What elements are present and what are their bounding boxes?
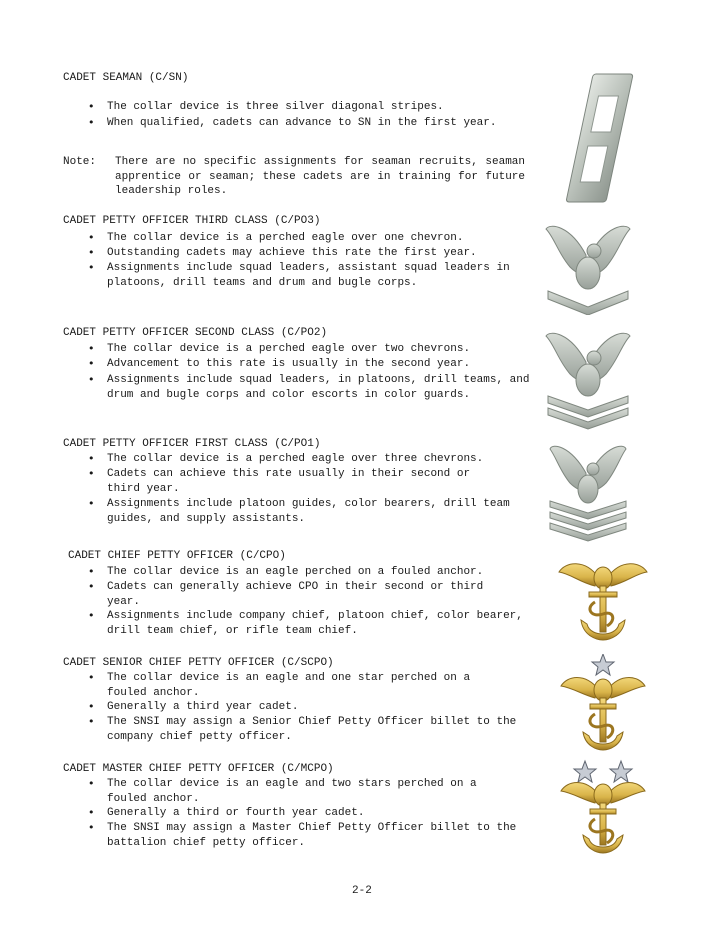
list-item: • Generally a third year cadet. [107,700,527,715]
section-heading: CADET MASTER CHIEF PETTY OFFICER (C/MCPO) [63,763,334,775]
list-item: • The collar device is a perched eagle over one chevron. [107,231,527,246]
section-heading: CADET SEAMAN (C/SN) [63,72,189,84]
list-item: • Cadets can achieve this rate usually in their second or third year. [107,467,507,496]
list-item: • The collar device is an eagle and one star perched on a fouled anchor. [107,671,507,700]
list-item: • The SNSI may assign a Master Chief Petty Officer billet to the battalion chief petty officer. [107,821,532,850]
list-item: • The collar device is an eagle perched on a fouled anchor. [107,565,527,580]
eagle-anchor-one-star-icon [555,654,651,754]
list-item: • Assignments include company chief, platoon chief, color bearer, drill team chief, or rifle team chief. [107,609,527,638]
section-heading: CADET SENIOR CHIEF PETTY OFFICER (C/SCPO) [63,657,334,669]
note-label: Note: [63,156,97,168]
section-heading: CADET PETTY OFFICER THIRD CLASS (C/PO3) [63,215,321,227]
eagle-fouled-anchor-icon [555,548,651,646]
list-item: • Assignments include squad leaders, in platoons, drill teams, and drum and bugle corps and color escorts in color guards. [107,373,532,402]
silver-stripes-icon [560,70,636,210]
list-item: • Generally a third or fourth year cadet. [107,806,527,821]
eagle-three-chevrons-icon [540,437,636,549]
list-item: • The SNSI may assign a Senior Chief Petty Officer billet to the company chief petty officer. [107,715,532,744]
list-item: • Assignments include platoon guides, color bearers, drill team guides, and supply assistants. [107,497,522,526]
list-item: • When qualified, cadets can advance to SN in the first year. [107,116,497,131]
list-item: • The collar device is three silver diagonal stripes. [107,100,527,115]
section-heading: CADET PETTY OFFICER FIRST CLASS (C/PO1) [63,438,321,450]
list-item: • The collar device is an eagle and two stars perched on a fouled anchor. [107,777,507,806]
list-item: • The collar device is a perched eagle over three chevrons. [107,452,532,467]
section-heading: CADET PETTY OFFICER SECOND CLASS (C/PO2) [63,327,328,339]
eagle-two-chevrons-icon [540,322,636,432]
note-text: There are no specific assignments for seaman recruits, seaman apprentice or seaman; these cadets are in training for future leadership roles. [115,156,525,197]
list-item: • Cadets can generally achieve CPO in their second or third year. [107,580,522,609]
list-item: • The collar device is a perched eagle over two chevrons. [107,342,527,357]
eagle-one-chevron-icon [540,215,636,315]
list-item: • Outstanding cadets may achieve this rate the first year. [107,246,527,261]
page-number: 2-2 [352,885,372,897]
section-heading: CADET CHIEF PETTY OFFICER (C/CPO) [68,550,286,562]
eagle-anchor-two-stars-icon [555,757,651,857]
list-item: • Advancement to this rate is usually in the second year. [107,357,527,372]
list-item: • Assignments include squad leaders, assistant squad leaders in platoons, drill teams and drum and bugle corps. [107,261,532,290]
